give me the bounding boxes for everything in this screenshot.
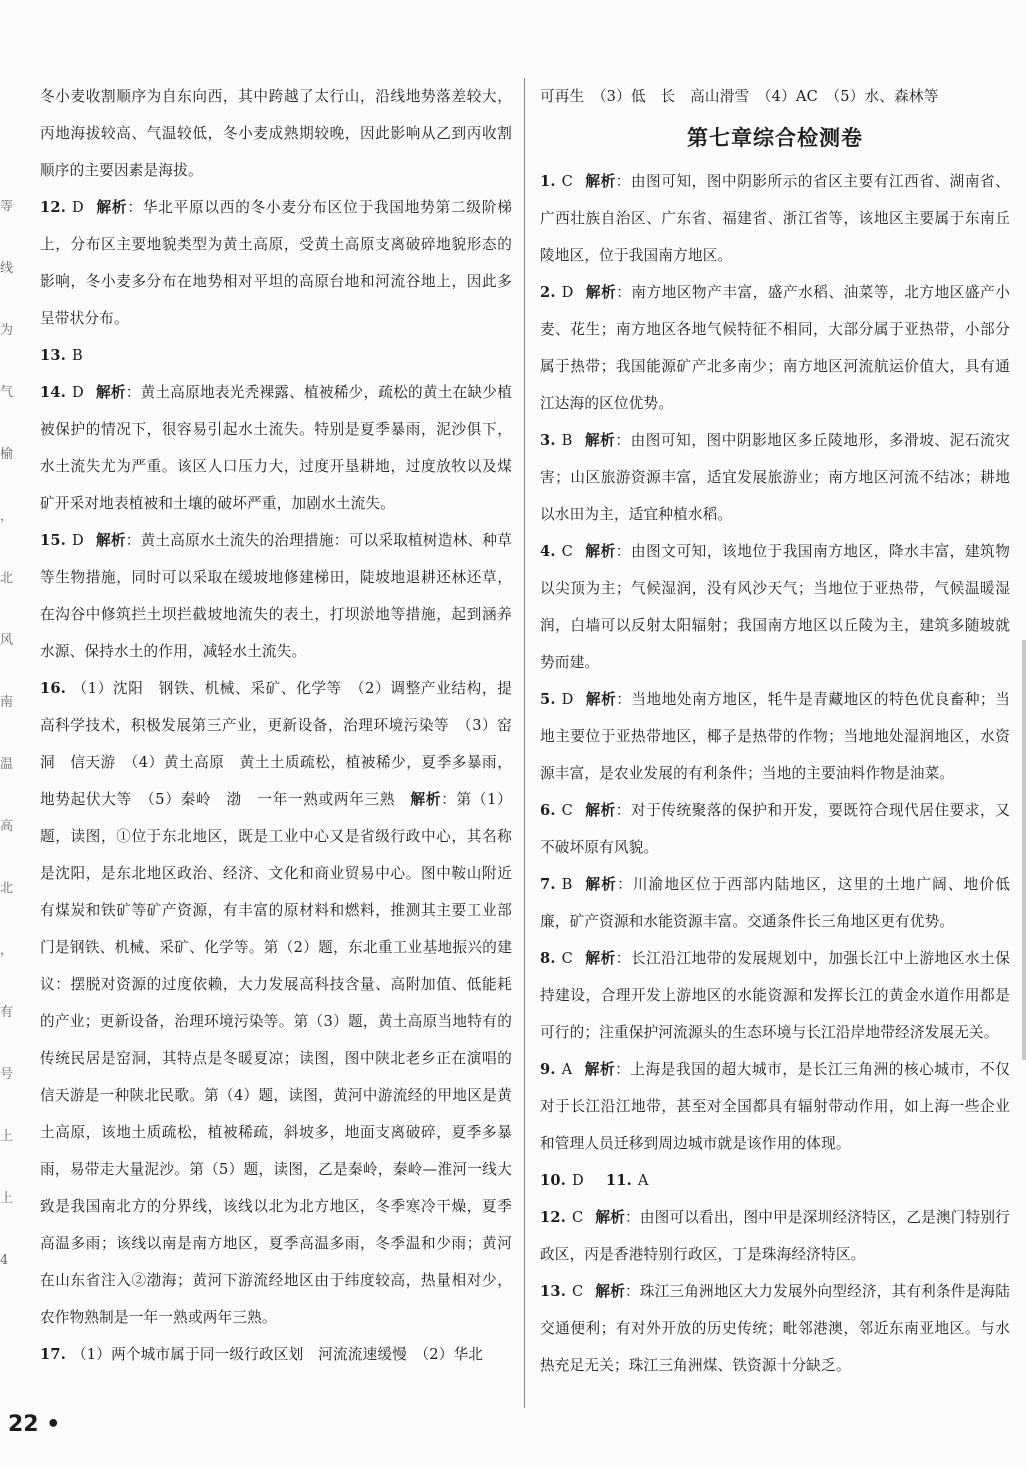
right-answers bbox=[540, 163, 1010, 1384]
analysis-label: 解析 bbox=[584, 876, 618, 893]
answer-item bbox=[540, 1162, 1010, 1199]
analysis-text: ：川渝地区位于西部内陆地区，这里的土地广阔、地价低廉，矿产资源和水能资源丰富。交通条件长三角地区更有优势。 bbox=[540, 876, 1010, 930]
answer-choice: C bbox=[561, 543, 574, 560]
answer-item bbox=[540, 533, 1010, 681]
analysis-label: 解析 bbox=[584, 1061, 616, 1078]
right-column bbox=[540, 78, 1010, 1384]
question-number: 4. bbox=[540, 543, 556, 560]
left-margin-fragments bbox=[0, 200, 16, 1300]
question-number: 9. bbox=[540, 1061, 556, 1078]
question-number: 15. bbox=[40, 532, 66, 549]
answer-item bbox=[40, 522, 512, 670]
question-number: 13. bbox=[40, 347, 66, 364]
question-number: 12. bbox=[540, 1209, 566, 1226]
analysis-label: 解析 bbox=[584, 432, 616, 449]
answer-choice: A bbox=[561, 1061, 573, 1078]
question-number: 2. bbox=[540, 284, 556, 301]
answer-text: （1）沈阳 钢铁、机械、采矿、化学等 （2）调整产业结构，提高科学技术，积极发展第三产业，更新设备，治理环境污染等 （3）窑洞 信天游 （4）黄土高原 黄土土质疏松，植被稀少，夏季多暴雨，地势起伏大等 （5）秦岭 渤 一年一熟或两年三熟 bbox=[40, 680, 512, 808]
margin-fragment: 有 bbox=[0, 1005, 14, 1020]
answer-item bbox=[40, 374, 512, 522]
analysis-text: ：黄土高原地表光秃裸露、植被稀少，疏松的黄土在缺少植被保护的情况下，很容易引起水土流失。特别是夏季暴雨，泥沙俱下，水土流失尤为严重。该区人口压力大，过度开垦耕地，过度放牧以及煤矿开采对地表植被和土壤的破坏严重，加剧水土流失。 bbox=[40, 384, 513, 512]
left-column bbox=[40, 78, 512, 1373]
answer-item bbox=[540, 866, 1010, 940]
answer-choice: D bbox=[572, 1172, 584, 1189]
margin-fragment: 4 bbox=[0, 1253, 9, 1268]
analysis-text: ：黄土高原水土流失的治理措施：可以采取植树造林、种草等生物措施，同时可以采取在缓坡地修建梯田，陡坡地退耕还林还草，在沟谷中修筑拦土坝拦截坡地流失的表土，打坝淤地等措施，起到涵养水源、保持水土的作用，减轻水土流失。 bbox=[40, 532, 513, 660]
question-number: 7. bbox=[540, 876, 556, 893]
answer-choice: B bbox=[561, 876, 573, 893]
analysis-text: ：珠江三角洲地区大力发展外向型经济，其有利条件是海陆交通便利；有对外开放的历史传统；毗邻港澳，邻近东南亚地区。与水热充足无关；珠江三角洲煤、铁资源十分缺乏。 bbox=[540, 1283, 1011, 1374]
margin-fragment: ， bbox=[0, 943, 14, 958]
analysis-text: ：上海是我国的超大城市，是长江三角洲的核心城市，不仅对于长江沿江地带，甚至对全国都具有辐射带动作用，如上海一些企业和管理人员迁移到周边城市就是该作用的体现。 bbox=[540, 1061, 1010, 1152]
answer-text: 冬小麦收割顺序为自东向西，其中跨越了太行山，沿线地势落差较大，丙地海拔较高、气温较低，冬小麦成熟期较晚，因此影响从乙到丙收割顺序的主要因素是海拔。 bbox=[40, 88, 512, 179]
answer-choice: D bbox=[561, 284, 574, 301]
chapter-title: 第七章综合检测卷 bbox=[687, 126, 863, 150]
right-column-intro: 可再生 （3）低 长 高山滑雪 （4）AC （5）水、森林等 bbox=[540, 88, 939, 105]
answer-item bbox=[540, 681, 1010, 792]
answer-item bbox=[40, 337, 512, 374]
answer-item bbox=[40, 78, 512, 189]
question-number: 1. bbox=[540, 173, 556, 190]
question-number: 13. bbox=[540, 1283, 566, 1300]
analysis-label: 解析 bbox=[95, 199, 128, 216]
analysis-label: 解析 bbox=[585, 802, 616, 819]
answer-item bbox=[540, 274, 1010, 422]
analysis-label: 解析 bbox=[585, 173, 616, 190]
answer-item bbox=[540, 940, 1010, 1051]
answer-choice: C bbox=[561, 950, 574, 967]
answer-choice: C bbox=[572, 1283, 584, 1300]
margin-fragment: 北 bbox=[0, 571, 14, 586]
analysis-text: ：华北平原以西的冬小麦分布区位于我国地势第二级阶梯上，分布区主要地貌类型为黄土高原，受黄土高原支离破碎地貌形态的影响，冬小麦多分布在地势相对平坦的高原台地和河流谷地上，因此多呈带状分布。 bbox=[40, 199, 512, 327]
answer-choice: B bbox=[561, 432, 573, 449]
analysis-text: ：第（1）题，读图，①位于东北地区，既是工业中心又是省级行政中心，其名称是沈阳，是东北地区政治、经济、文化和商业贸易中心。图中鞍山附近有煤炭和铁矿等矿产资源，有丰富的原材料和燃料，推测其主要工业部门是钢铁、机械、采矿、化学等。第（2）题，东北重工业基地振兴的建议：摆脱对资源的过度依赖，大力发展高科技含量、高附加值、低能耗的产业；更新设备，治理环境污染等。第（3）题，黄土高原当地特有的传统民居是窑洞，其特点是冬暖夏凉；读图，图中陕北老乡正在演唱的信天游是一种陕北民歌。第（4）题，读图，黄河中游流经的甲地区是黄土高原，该地土质疏松，植被稀疏，斜坡多，地面支离破碎，夏季多暴雨，易带走大量泥沙。第（5）题，读图，乙是秦岭，秦岭—淮河一线大致是我国南北方的分界线，该线以北为北方地区，冬季寒冷干燥，夏季高温多雨；该线以南是南方地区，夏季高温多雨，冬季温和少雨；黄河在山东省注入②渤海；黄河下游流经地区由于纬度较高，热量相对少，农作物熟制是一年一熟或两年三熟。 bbox=[40, 791, 512, 1326]
question-number: 16. bbox=[40, 680, 66, 697]
margin-fragment: 线 bbox=[0, 261, 14, 276]
answer-item bbox=[540, 422, 1010, 533]
question-number: 10. bbox=[540, 1172, 566, 1189]
answer-item bbox=[40, 1336, 512, 1373]
answer-choice: D bbox=[561, 691, 574, 708]
question-number: 17. bbox=[40, 1346, 66, 1363]
analysis-text: ：由图可知，图中阴影所示的省区主要有江西省、湖南省、广西壮族自治区、广东省、福建省、浙江省等，该地区主要属于东南丘陵地区，位于我国南方地区。 bbox=[540, 173, 1011, 264]
analysis-label: 解析 bbox=[95, 384, 126, 401]
margin-fragment: 号 bbox=[0, 1067, 14, 1082]
analysis-text: ：由图可以看出，图中甲是深圳经济特区，乙是澳门特别行政区，丙是香港特别行政区，丁是珠海经济特区。 bbox=[540, 1209, 1011, 1263]
analysis-label: 解析 bbox=[585, 284, 617, 301]
column-divider bbox=[524, 78, 525, 1408]
margin-fragment: 上 bbox=[0, 1129, 14, 1144]
analysis-label: 解析 bbox=[585, 691, 617, 708]
margin-fragment: 为 bbox=[0, 323, 14, 338]
margin-fragment: 温 bbox=[0, 757, 14, 772]
margin-fragment: 气 bbox=[0, 385, 14, 400]
answer-choice: A bbox=[637, 1172, 649, 1189]
answer-item bbox=[540, 792, 1010, 866]
answer-item bbox=[540, 1199, 1010, 1273]
answer-text: （1）两个城市属于同一级行政区划 河流流速缓慢 （2）华北 bbox=[72, 1346, 484, 1363]
analysis-text: ：由图可知，图中阴影地区多丘陵地形，多滑坡、泥石流灾害；山区旅游资源丰富，适宜发展旅游业；南方地区河流不结冰；耕地以水田为主，适宜种植水稻。 bbox=[540, 432, 1011, 523]
answer-choice: B bbox=[72, 347, 83, 364]
analysis-label: 解析 bbox=[595, 1283, 626, 1300]
margin-fragment: 等 bbox=[0, 200, 14, 214]
answer-choice: C bbox=[561, 802, 574, 819]
answer-item bbox=[40, 189, 512, 337]
question-number: 3. bbox=[540, 432, 556, 449]
margin-fragment: 高 bbox=[0, 819, 14, 834]
answer-choice: C bbox=[561, 173, 574, 190]
analysis-text: ：长江沿江地带的发展规划中，加强长江中上游地区水土保持建设，合理开发上游地区的水能资源和发挥长江的黄金水道作用都是可行的；注重保护河流源头的生态环境与长江沿岸地带经济发展无关。 bbox=[540, 950, 1011, 1041]
analysis-label: 解析 bbox=[410, 791, 442, 808]
analysis-label: 解析 bbox=[585, 543, 616, 560]
analysis-label: 解析 bbox=[595, 1209, 626, 1226]
margin-fragment: ， bbox=[0, 509, 14, 524]
margin-fragment: 风 bbox=[0, 633, 14, 648]
analysis-text: ：由图文可知，该地位于我国南方地区，降水丰富，建筑物以尖顶为主；气候湿润，没有风沙天气；当地位于亚热带，气候温暖湿润，白墙可以反射太阳辐射；我国南方地区以丘陵为主，建筑多随坡就势而建。 bbox=[540, 543, 1011, 671]
answer-choice: D bbox=[72, 199, 84, 216]
margin-fragment: 上 bbox=[0, 1191, 14, 1206]
margin-fragment: 北 bbox=[0, 881, 14, 896]
page-number: 22 • bbox=[8, 1412, 61, 1437]
margin-fragment: 榆 bbox=[0, 447, 14, 462]
question-number: 12. bbox=[40, 199, 66, 216]
answer-choice: D bbox=[72, 384, 84, 401]
answer-item bbox=[540, 1273, 1010, 1384]
page-edge-shadow bbox=[1022, 640, 1026, 1060]
answer-item bbox=[540, 1051, 1010, 1162]
answer-choice: C bbox=[572, 1209, 584, 1226]
margin-fragment: 南 bbox=[0, 695, 14, 710]
analysis-label: 解析 bbox=[95, 532, 126, 549]
question-number: 5. bbox=[540, 691, 556, 708]
answer-choice: D bbox=[72, 532, 84, 549]
question-number: 8. bbox=[540, 950, 556, 967]
analysis-text: ：当地地处南方地区，牦牛是青藏地区的特色优良畜种；当地主要位于亚热带地区，椰子是热带的作物；当地地处湿润地区，水资源丰富，是农业发展的有利条件；当地的主要油料作物是油菜。 bbox=[540, 691, 1010, 782]
answer-item bbox=[540, 163, 1010, 274]
analysis-text: ：南方地区物产丰富，盛产水稻、油菜等，北方地区盛产小麦、花生；南方地区各地气候特征不相同，大部分属于亚热带，小部分属于热带；我国能源矿产北多南少；南方地区河流航运价值大，具有通江达海的区位优势。 bbox=[540, 284, 1010, 412]
question-number: 11. bbox=[605, 1172, 632, 1189]
question-number: 6. bbox=[540, 802, 556, 819]
answer-item bbox=[40, 670, 512, 1336]
analysis-text: ：对于传统聚落的保护和开发，要既符合现代居住要求，又不破坏原有风貌。 bbox=[540, 802, 1011, 856]
question-number: 14. bbox=[40, 384, 66, 401]
analysis-label: 解析 bbox=[585, 950, 616, 967]
